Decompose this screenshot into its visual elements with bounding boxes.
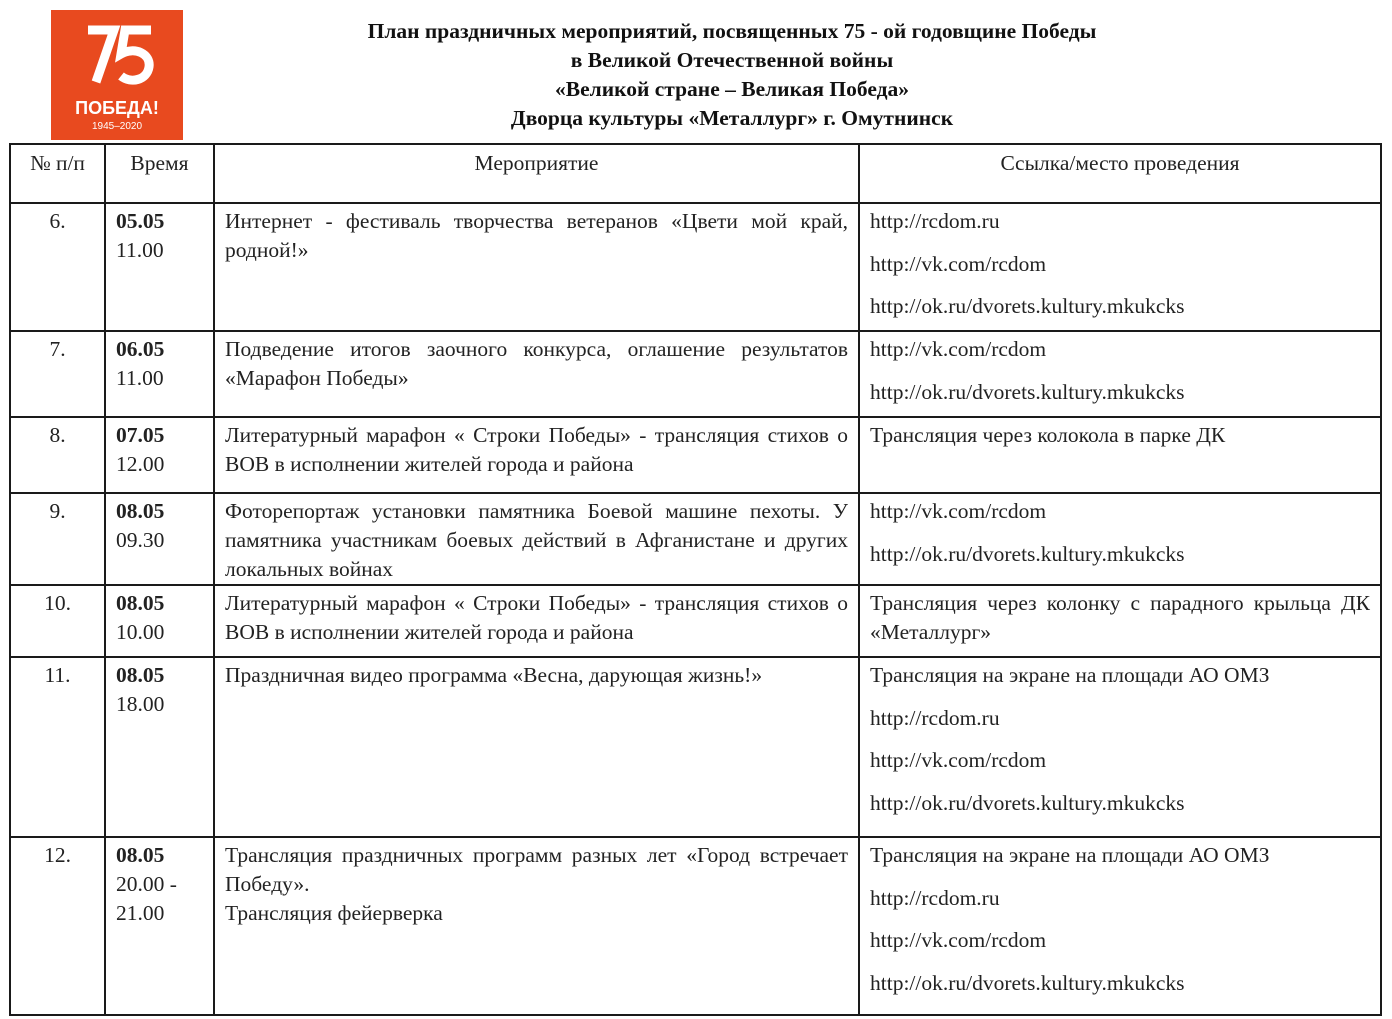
event-hour: 11.00 <box>116 238 164 262</box>
table-row <box>10 657 1381 837</box>
logo-word: ПОБЕДА! <box>75 98 159 118</box>
event-hour: 18.00 <box>116 692 165 716</box>
row-time <box>105 331 214 417</box>
title-line-4: Дворца культуры «Металлург» г. Омутнинск <box>510 106 954 130</box>
link-vk[interactable]: http://vk.com/rcdom <box>870 337 1047 361</box>
row-time <box>105 203 214 331</box>
row-number: 11. <box>10 657 105 837</box>
event-place <box>859 493 1381 585</box>
title-line-3: «Великой стране – Великая Победа» <box>555 77 909 101</box>
link-ok[interactable]: http://ok.ru/dvorets.kultury.mkukcks <box>870 541 1185 566</box>
row-number: 7. <box>10 331 105 417</box>
event-description: Подведение итогов заочного конкурса, оглашение результатов «Марафон Победы» <box>214 331 859 417</box>
event-place <box>859 203 1381 331</box>
table-row <box>10 417 1381 493</box>
header-event: Мероприятие <box>214 144 859 203</box>
event-main-text: Трансляция праздничных программ разных лет «Город встречает Победу». <box>225 843 848 896</box>
table-row <box>10 837 1381 1015</box>
victory-75-logo <box>51 10 183 140</box>
event-hour: 11.00 <box>116 366 164 390</box>
event-hour: 10.00 <box>116 620 165 644</box>
row-time <box>105 657 214 837</box>
event-hour: 09.30 <box>116 528 165 552</box>
table-row <box>10 585 1381 657</box>
link-rcdom[interactable]: http://rcdom.ru <box>870 885 1000 910</box>
place-screen: Трансляция на экране на площади АО ОМЗ <box>870 843 1270 867</box>
event-place <box>859 331 1381 417</box>
link-ok[interactable]: http://ok.ru/dvorets.kultury.mkukcks <box>870 294 1185 318</box>
table-row <box>10 493 1381 585</box>
header-num: № п/п <box>10 144 105 203</box>
event-date: 08.05 <box>116 499 165 523</box>
link-vk[interactable]: http://vk.com/rcdom <box>870 748 1047 772</box>
link-vk[interactable]: http://vk.com/rcdom <box>870 251 1047 276</box>
link-vk[interactable]: http://vk.com/rcdom <box>870 928 1047 952</box>
row-time <box>105 585 214 657</box>
place-text: Трансляция через колокола в парке ДК <box>870 423 1226 447</box>
event-description: Фоторепортаж установки памятника Боевой машине пехоты. У памятника участникам боевых действий в Афганистане и других локальных войнах <box>214 493 859 585</box>
table-row <box>10 203 1381 331</box>
place-screen: Трансляция на экране на площади АО ОМЗ <box>870 663 1270 687</box>
event-date: 07.05 <box>116 423 165 447</box>
event-place <box>859 657 1381 837</box>
row-number: 12. <box>10 837 105 1015</box>
row-number: 10. <box>10 585 105 657</box>
header-place: Ссылка/место проведения <box>859 144 1381 203</box>
row-time <box>105 493 214 585</box>
link-ok[interactable]: http://ok.ru/dvorets.kultury.mkukcks <box>870 379 1185 404</box>
table-header-row <box>10 144 1381 203</box>
place-text: Трансляция через колонку с парадного крыльца ДК «Металлург» <box>870 591 1370 644</box>
event-date: 06.05 <box>116 337 165 361</box>
row-number: 6. <box>10 203 105 331</box>
title-line-1: План праздничных мероприятий, посвященных 75 - ой годовщине Победы <box>367 19 1097 43</box>
event-hour-end: 21.00 <box>116 901 165 925</box>
link-ok[interactable]: http://ok.ru/dvorets.kultury.mkukcks <box>870 970 1185 995</box>
row-time <box>105 417 214 493</box>
event-hour: 12.00 <box>116 452 165 476</box>
event-hour-start: 20.00 - <box>116 872 177 896</box>
row-number: 9. <box>10 493 105 585</box>
event-place <box>859 585 1381 657</box>
event-place <box>859 417 1381 493</box>
row-number: 8. <box>10 417 105 493</box>
page-title <box>232 17 1232 133</box>
event-description: Литературный марафон « Строки Победы» - трансляция стихов о ВОВ в исполнении жителей города и района <box>214 585 859 657</box>
event-description: Праздничная видео программа «Весна, дарующая жизнь!» <box>214 657 859 837</box>
event-description <box>214 837 859 1015</box>
link-rcdom[interactable]: http://rcdom.ru <box>870 209 1000 233</box>
title-line-2: в Великой Отечественной войны <box>570 48 894 72</box>
events-table <box>9 143 1382 1016</box>
event-date: 05.05 <box>116 209 165 233</box>
link-ok[interactable]: http://ok.ru/dvorets.kultury.mkukcks <box>870 790 1185 815</box>
row-time <box>105 837 214 1015</box>
event-place <box>859 837 1381 1015</box>
event-date: 08.05 <box>116 663 165 687</box>
event-date: 08.05 <box>116 843 165 867</box>
logo-years: 1945–2020 <box>91 121 143 132</box>
table-row <box>10 331 1381 417</box>
event-description: Интернет - фестиваль творчества ветеранов «Цвети мой край, родной!» <box>214 203 859 331</box>
event-description: Литературный марафон « Строки Победы» - трансляция стихов о ВОВ в исполнении жителей города и района <box>214 417 859 493</box>
event-extra-text: Трансляция фейерверка <box>225 901 443 925</box>
link-rcdom[interactable]: http://rcdom.ru <box>870 705 1000 730</box>
event-date: 08.05 <box>116 591 165 615</box>
header-time: Время <box>105 144 214 203</box>
link-vk[interactable]: http://vk.com/rcdom <box>870 499 1047 523</box>
